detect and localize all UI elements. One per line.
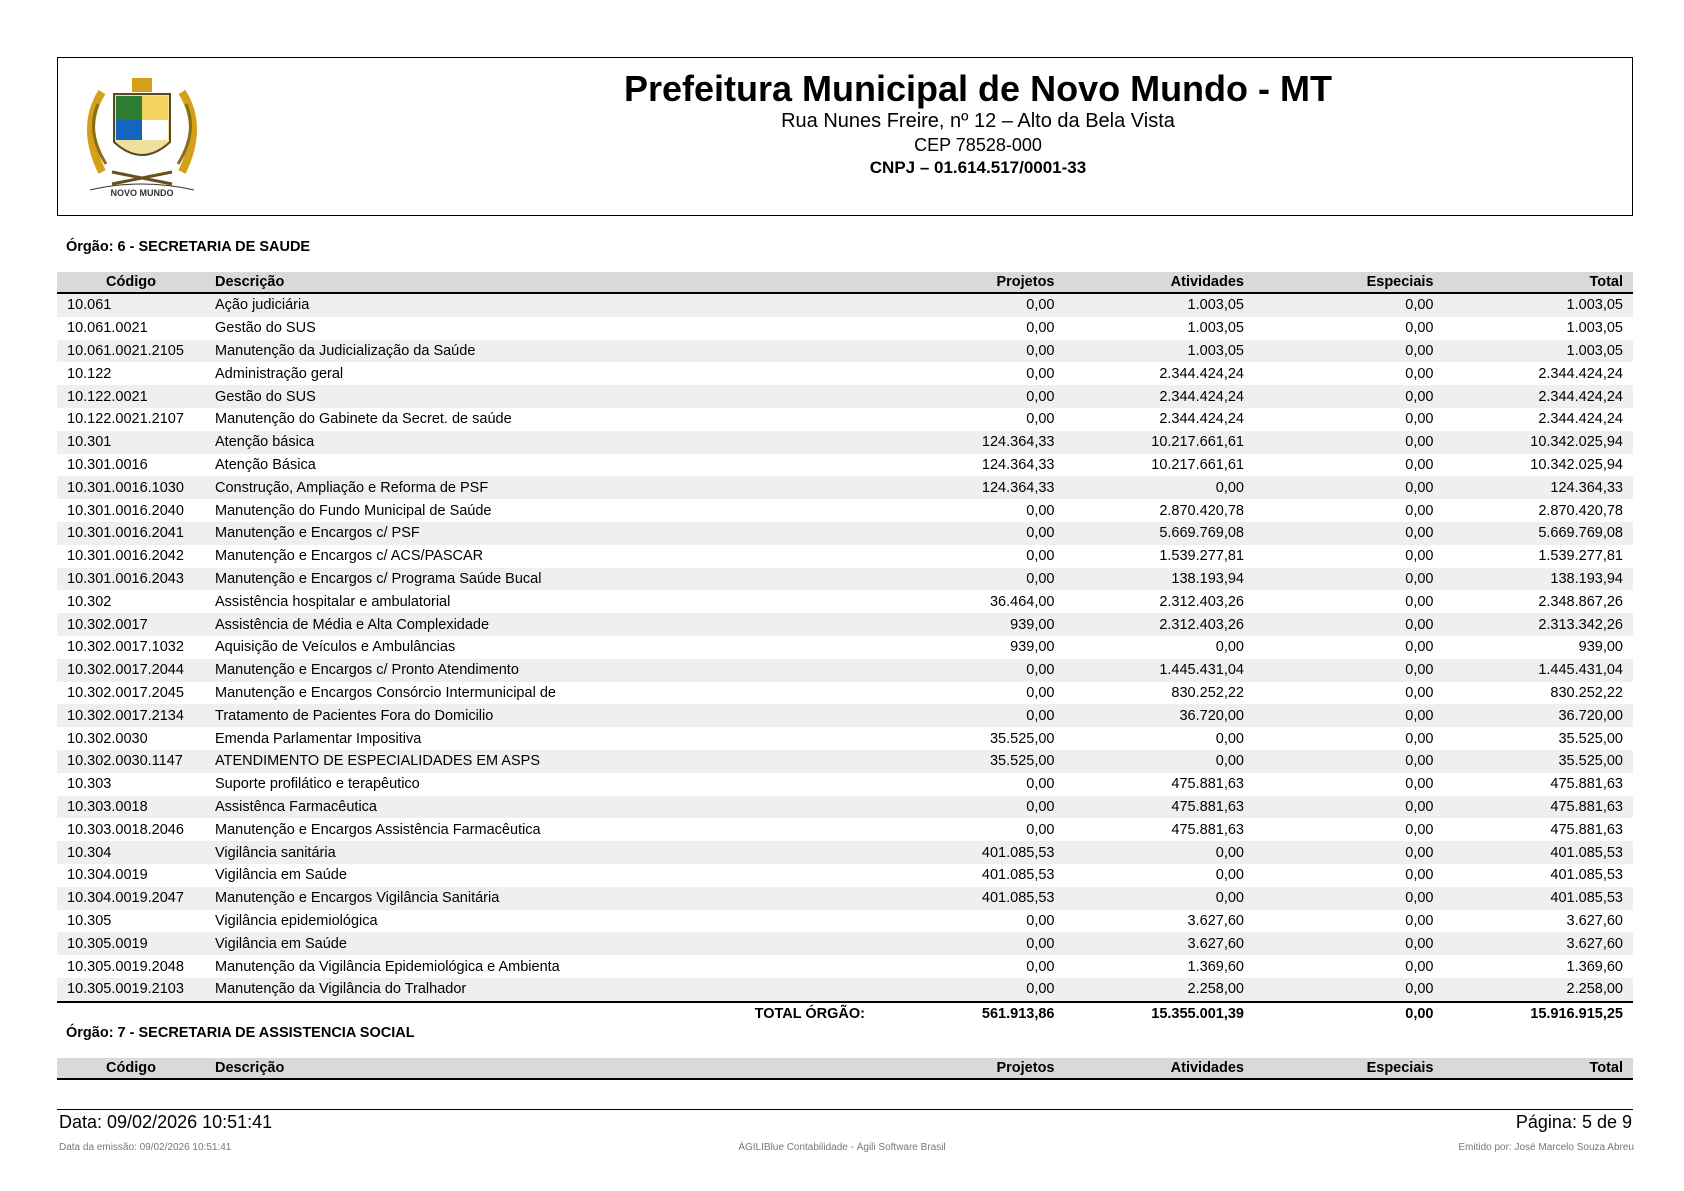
row-total: 3.627,60 [1444, 932, 1634, 955]
orgao-7-heading: Órgão: 7 - SECRETARIA DE ASSISTENCIA SOCIAL [66, 1025, 415, 1041]
row-total: 2.258,00 [1444, 978, 1634, 1002]
row-especiais: 0,00 [1405, 867, 1434, 884]
table-row [57, 499, 1633, 522]
col-codigo: Código [57, 1058, 205, 1079]
row-descricao: Manutenção e Encargos c/ Pronto Atendimento [205, 659, 875, 682]
row-projetos: 0,00 [875, 385, 1065, 408]
col-atividades: Atividades [1065, 1058, 1255, 1079]
row-projetos: 0,00 [1026, 821, 1055, 838]
row-total: 36.720,00 [1444, 704, 1634, 727]
row-atividades: 0,00 [1065, 750, 1255, 773]
row-codigo: 10.122 [67, 365, 112, 382]
row-projetos: 35.525,00 [875, 750, 1065, 773]
row-descricao: Manutenção da Vigilância Epidemiológica e Ambienta [215, 958, 560, 975]
row-descricao: Administração geral [215, 365, 344, 382]
municipal-coat-of-arms-logo [72, 72, 212, 202]
row-especiais: 0,00 [1254, 750, 1444, 773]
row-codigo: 10.305.0019.2103 [57, 978, 205, 1002]
row-total: 2.344.424,24 [1538, 411, 1623, 428]
row-projetos: 0,00 [875, 522, 1065, 545]
table-row [57, 385, 1633, 408]
row-total: 475.881,63 [1444, 796, 1634, 819]
col-atividades: Atividades [1065, 272, 1255, 293]
table-row [57, 932, 1633, 955]
row-projetos: 401.085,53 [875, 841, 1065, 864]
row-total: 401.085,53 [1444, 841, 1634, 864]
row-atividades: 1.003,05 [1187, 320, 1244, 337]
row-projetos: 0,00 [875, 796, 1065, 819]
row-atividades: 475.881,63 [1065, 796, 1255, 819]
table-row [57, 293, 1633, 317]
row-descricao: Aquisição de Veículos e Ambulâncias [215, 639, 456, 656]
row-descricao: Manutenção da Judicialização da Saúde [205, 340, 875, 363]
table-row [57, 955, 1633, 978]
row-especiais: 0,00 [1405, 821, 1434, 838]
row-especiais: 0,00 [1405, 684, 1434, 701]
row-atividades: 3.627,60 [1065, 932, 1255, 955]
table-row [57, 682, 1633, 705]
row-codigo: 10.303 [67, 776, 112, 793]
table-row [57, 476, 1633, 499]
row-especiais: 0,00 [1405, 958, 1434, 975]
row-descricao: Suporte profilático e terapêutico [215, 776, 420, 793]
table-row [57, 568, 1633, 591]
row-atividades: 0,00 [1065, 887, 1255, 910]
row-projetos: 0,00 [875, 659, 1065, 682]
table-row [57, 408, 1633, 431]
footer-date: Data: 09/02/2026 10:51:41 [59, 1112, 273, 1132]
row-especiais: 0,00 [1254, 887, 1444, 910]
row-atividades: 138.193,94 [1065, 568, 1255, 591]
footer-software: ÁGILIBlue Contabilidade - Ágili Software Brasil [738, 1142, 946, 1153]
row-projetos: 0,00 [875, 340, 1065, 363]
row-total: 1.003,05 [1444, 340, 1634, 363]
footer-issued-by: Emitido por: José Marcelo Souza Abreu [1458, 1142, 1634, 1153]
row-especiais: 0,00 [1254, 704, 1444, 727]
table-row [57, 431, 1633, 454]
row-especiais: 0,00 [1405, 502, 1434, 519]
row-descricao: Manutenção do Gabinete da Secret. de saúde [215, 411, 512, 428]
row-descricao: Vigilância epidemiológica [215, 912, 378, 929]
row-codigo: 10.301.0016.2041 [57, 522, 205, 545]
row-especiais: 0,00 [1254, 293, 1444, 317]
row-codigo: 10.305.0019 [57, 932, 205, 955]
row-total: 1.369,60 [1566, 958, 1623, 975]
row-codigo: 10.302.0017 [57, 613, 205, 636]
row-projetos: 939,00 [875, 613, 1065, 636]
row-descricao: Atenção Básica [215, 456, 316, 473]
row-codigo: 10.301.0016.2042 [67, 548, 184, 565]
row-codigo: 10.303.0018.2046 [67, 821, 184, 838]
table-row [57, 522, 1633, 545]
row-atividades: 0,00 [1065, 841, 1255, 864]
row-total: 35.525,00 [1444, 750, 1634, 773]
row-projetos: 0,00 [875, 978, 1065, 1002]
svg-text:NOVO MUNDO: NOVO MUNDO [110, 188, 174, 198]
row-total: 3.627,60 [1566, 912, 1623, 929]
row-total: 138.193,94 [1444, 568, 1634, 591]
row-atividades: 1.539.277,81 [1159, 548, 1244, 565]
row-descricao: Manutenção e Encargos c/ Programa Saúde Bucal [205, 568, 875, 591]
row-codigo: 10.302.0017.2044 [57, 659, 205, 682]
row-especiais: 0,00 [1254, 659, 1444, 682]
row-descricao: Vigilância em Saúde [215, 867, 347, 884]
row-codigo: 10.301.0016.2040 [67, 502, 184, 519]
row-atividades: 0,00 [1215, 867, 1244, 884]
row-atividades: 36.720,00 [1065, 704, 1255, 727]
row-projetos: 401.085,53 [981, 867, 1055, 884]
document-header [57, 57, 1633, 216]
row-atividades: 2.312.403,26 [1159, 593, 1244, 610]
row-total: 401.085,53 [1550, 867, 1623, 884]
row-atividades: 475.881,63 [1171, 821, 1244, 838]
row-descricao: Assistência hospitalar e ambulatorial [215, 593, 451, 610]
row-projetos: 0,00 [1026, 411, 1055, 428]
row-descricao: Manutenção e Encargos c/ ACS/PASCAR [215, 548, 484, 565]
row-projetos: 0,00 [875, 293, 1065, 317]
cnpj-line: CNPJ – 01.614.517/0001-33 [869, 158, 1087, 177]
row-especiais: 0,00 [1254, 841, 1444, 864]
table-row [57, 590, 1633, 613]
col-codigo: Código [57, 272, 205, 293]
row-total: 10.342.025,94 [1530, 456, 1623, 473]
row-total: 2.348.867,26 [1538, 593, 1623, 610]
table-row [57, 887, 1633, 910]
row-descricao: Vigilância sanitária [205, 841, 875, 864]
table-row [57, 659, 1633, 682]
row-projetos: 0,00 [1026, 958, 1055, 975]
table-row [57, 454, 1633, 477]
table-header-row [57, 1058, 1633, 1079]
row-total: 1.539.277,81 [1538, 548, 1623, 565]
table-row [57, 818, 1633, 841]
table-row [57, 841, 1633, 864]
total-total: 15.916.915,25 [1444, 1002, 1634, 1026]
row-codigo: 10.304 [57, 841, 205, 864]
row-codigo: 10.061 [57, 293, 205, 317]
col-descricao: Descrição [205, 1058, 875, 1079]
row-especiais: 0,00 [1405, 639, 1434, 656]
address-line: Rua Nunes Freire, nº 12 – Alto da Bela Vista [781, 110, 1175, 132]
table-row [57, 613, 1633, 636]
row-total: 5.669.769,08 [1444, 522, 1634, 545]
row-descricao: Manutenção da Vigilância do Tralhador [205, 978, 875, 1002]
table-row [57, 864, 1633, 887]
row-total: 35.525,00 [1558, 730, 1623, 747]
row-projetos: 0,00 [875, 932, 1065, 955]
row-descricao: Gestão do SUS [205, 385, 875, 408]
row-projetos: 124.364,33 [875, 431, 1065, 454]
row-atividades: 2.870.420,78 [1159, 502, 1244, 519]
row-codigo: 10.302.0030.1147 [57, 750, 205, 773]
total-orgao-row [57, 1002, 1633, 1026]
row-projetos: 0,00 [1026, 320, 1055, 337]
row-projetos: 0,00 [1026, 365, 1055, 382]
row-atividades: 1.003,05 [1065, 340, 1255, 363]
row-projetos: 35.525,00 [989, 730, 1055, 747]
row-especiais: 0,00 [1254, 568, 1444, 591]
total-especiais: 0,00 [1254, 1002, 1444, 1026]
row-descricao: Assistência de Média e Alta Complexidade [205, 613, 875, 636]
row-total: 2.313.342,26 [1444, 613, 1634, 636]
row-codigo: 10.061.0021 [67, 320, 148, 337]
table-header-row [57, 272, 1633, 293]
row-descricao: Gestão do SUS [215, 320, 316, 337]
orgao-6-heading: Órgão: 6 - SECRETARIA DE SAUDE [66, 239, 311, 255]
row-atividades: 2.258,00 [1065, 978, 1255, 1002]
row-codigo: 10.301.0016.1030 [57, 476, 205, 499]
row-codigo: 10.302.0030 [67, 730, 148, 747]
row-projetos: 124.364,33 [981, 456, 1055, 473]
row-projetos: 0,00 [1026, 776, 1055, 793]
table-row [57, 340, 1633, 363]
orgao-6-table [57, 272, 1633, 1026]
table-row [57, 750, 1633, 773]
row-descricao: Manutenção do Fundo Municipal de Saúde [215, 502, 492, 519]
row-especiais: 0,00 [1254, 932, 1444, 955]
row-codigo: 10.301.0016.2043 [57, 568, 205, 591]
row-atividades: 1.369,60 [1187, 958, 1244, 975]
row-total: 2.344.424,24 [1444, 385, 1634, 408]
row-especiais: 0,00 [1405, 456, 1434, 473]
row-descricao: Atenção básica [205, 431, 875, 454]
row-atividades: 2.312.403,26 [1065, 613, 1255, 636]
row-especiais: 0,00 [1254, 978, 1444, 1002]
row-total: 939,00 [1578, 639, 1623, 656]
row-especiais: 0,00 [1405, 776, 1434, 793]
table-row [57, 317, 1633, 340]
row-descricao: Manutenção e Encargos Consórcio Intermunicipal de [215, 684, 556, 701]
row-especiais: 0,00 [1405, 593, 1434, 610]
row-atividades: 0,00 [1065, 476, 1255, 499]
row-atividades: 1.445.431,04 [1065, 659, 1255, 682]
row-descricao: ATENDIMENTO DE ESPECIALIDADES EM ASPS [205, 750, 875, 773]
row-total: 2.344.424,24 [1538, 365, 1623, 382]
row-projetos: 36.464,00 [989, 593, 1055, 610]
row-total: 475.881,63 [1550, 821, 1623, 838]
row-projetos: 0,00 [1026, 548, 1055, 565]
row-total: 1.003,05 [1444, 293, 1634, 317]
row-codigo: 10.304.0019.2047 [57, 887, 205, 910]
row-descricao: Assistênca Farmacêutica [205, 796, 875, 819]
col-projetos: Projetos [875, 1058, 1065, 1079]
row-descricao: Ação judiciária [205, 293, 875, 317]
table-row [57, 773, 1633, 796]
row-codigo: 10.061.0021.2105 [57, 340, 205, 363]
row-especiais: 0,00 [1405, 730, 1434, 747]
row-codigo: 10.122.0021.2107 [67, 411, 184, 428]
row-especiais: 0,00 [1254, 476, 1444, 499]
row-descricao: Tratamento de Pacientes Fora do Domicilio [205, 704, 875, 727]
row-descricao: Manutenção e Encargos c/ PSF [205, 522, 875, 545]
row-codigo: 10.304.0019 [67, 867, 148, 884]
total-atividades: 15.355.001,39 [1065, 1002, 1255, 1026]
row-projetos: 0,00 [1026, 502, 1055, 519]
row-especiais: 0,00 [1254, 522, 1444, 545]
col-total: Total [1444, 272, 1634, 293]
table-row [57, 704, 1633, 727]
row-especiais: 0,00 [1405, 411, 1434, 428]
row-codigo: 10.302.0017.2134 [57, 704, 205, 727]
row-total: 2.870.420,78 [1538, 502, 1623, 519]
row-descricao: Emenda Parlamentar Impositiva [215, 730, 422, 747]
row-projetos: 0,00 [1026, 684, 1055, 701]
row-atividades: 5.669.769,08 [1065, 522, 1255, 545]
row-total: 124.364,33 [1444, 476, 1634, 499]
row-atividades: 0,00 [1215, 730, 1244, 747]
row-total: 1.003,05 [1566, 320, 1623, 337]
row-total: 1.445.431,04 [1444, 659, 1634, 682]
row-codigo: 10.301 [57, 431, 205, 454]
table-row [57, 978, 1633, 1002]
row-especiais: 0,00 [1405, 548, 1434, 565]
row-codigo: 10.302.0017.1032 [67, 639, 184, 656]
row-atividades: 10.217.661,61 [1151, 456, 1244, 473]
row-total: 475.881,63 [1550, 776, 1623, 793]
footer-divider [57, 1109, 1633, 1110]
table-row [57, 636, 1633, 659]
row-atividades: 0,00 [1215, 639, 1244, 656]
row-projetos: 0,00 [875, 704, 1065, 727]
cep-line: CEP 78528-000 [914, 135, 1042, 155]
row-especiais: 0,00 [1254, 340, 1444, 363]
row-projetos: 939,00 [1010, 639, 1055, 656]
table-row [57, 727, 1633, 750]
row-atividades: 10.217.661,61 [1065, 431, 1255, 454]
row-codigo: 10.302 [67, 593, 112, 610]
table-row [57, 796, 1633, 819]
table-row [57, 910, 1633, 933]
col-descricao: Descrição [205, 272, 875, 293]
row-total: 830.252,22 [1550, 684, 1623, 701]
row-projetos: 401.085,53 [875, 887, 1065, 910]
col-total: Total [1444, 1058, 1634, 1079]
row-codigo: 10.305 [67, 912, 112, 929]
row-codigo: 10.302.0017.2045 [67, 684, 184, 701]
footer-emission-date: Data da emissão: 09/02/2026 10:51:41 [59, 1142, 232, 1153]
row-atividades: 1.003,05 [1065, 293, 1255, 317]
col-projetos: Projetos [875, 272, 1065, 293]
row-codigo: 10.305.0019.2048 [67, 958, 184, 975]
row-projetos: 0,00 [1026, 912, 1055, 929]
row-projetos: 124.364,33 [875, 476, 1065, 499]
row-especiais: 0,00 [1254, 613, 1444, 636]
row-especiais: 0,00 [1405, 320, 1434, 337]
page-title: Prefeitura Municipal de Novo Mundo - MT [623, 68, 1332, 109]
row-atividades: 2.344.424,24 [1159, 365, 1244, 382]
row-especiais: 0,00 [1405, 365, 1434, 382]
row-codigo: 10.301.0016 [67, 456, 148, 473]
row-especiais: 0,00 [1405, 912, 1434, 929]
row-descricao: Vigilância em Saúde [205, 932, 875, 955]
row-codigo: 10.303.0018 [57, 796, 205, 819]
row-descricao: Manutenção e Encargos Vigilância Sanitária [205, 887, 875, 910]
row-atividades: 2.344.424,24 [1159, 411, 1244, 428]
row-especiais: 0,00 [1254, 385, 1444, 408]
row-descricao: Construção, Ampliação e Reforma de PSF [205, 476, 875, 499]
col-especiais: Especiais [1254, 272, 1444, 293]
table-row [57, 362, 1633, 385]
footer-page-number: Página: 5 de 9 [1515, 1112, 1632, 1132]
row-total: 401.085,53 [1444, 887, 1634, 910]
row-atividades: 475.881,63 [1171, 776, 1244, 793]
row-projetos: 0,00 [875, 568, 1065, 591]
col-especiais: Especiais [1254, 1058, 1444, 1079]
orgao-7-table [57, 1058, 1633, 1080]
row-atividades: 2.344.424,24 [1065, 385, 1255, 408]
total-projetos: 561.913,86 [875, 1002, 1065, 1026]
row-descricao: Manutenção e Encargos Assistência Farmacêutica [215, 821, 541, 838]
row-especiais: 0,00 [1254, 796, 1444, 819]
row-especiais: 0,00 [1254, 431, 1444, 454]
row-atividades: 830.252,22 [1171, 684, 1244, 701]
row-total: 10.342.025,94 [1444, 431, 1634, 454]
total-label: TOTAL ÓRGÃO: [205, 1002, 875, 1026]
table-row [57, 545, 1633, 568]
row-atividades: 3.627,60 [1187, 912, 1244, 929]
row-codigo: 10.122.0021 [57, 385, 205, 408]
